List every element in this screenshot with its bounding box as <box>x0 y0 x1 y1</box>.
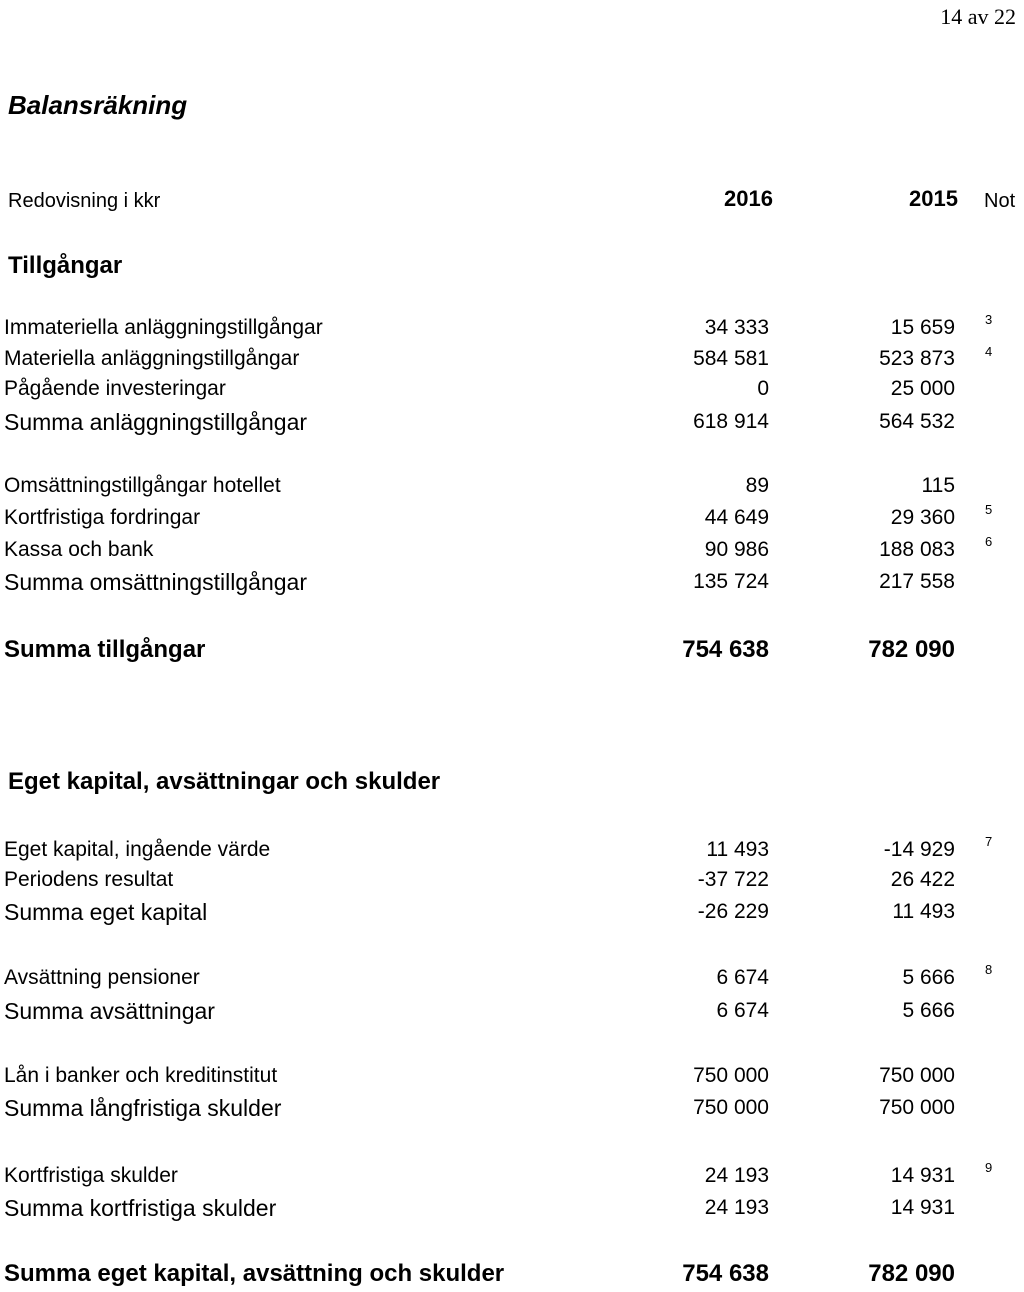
note-ref: 4 <box>985 344 993 359</box>
row-label: Omsättningstillgångar hotellet <box>4 474 281 497</box>
value-2016: 24 193 <box>704 1164 769 1187</box>
row-label: Summa eget kapital <box>4 899 208 925</box>
note-ref: 5 <box>985 502 993 517</box>
value-2015: 782 090 <box>868 1260 955 1287</box>
year-2016-header: 2016 <box>724 186 773 211</box>
value-2015: 115 <box>921 474 955 497</box>
row-label: Eget kapital, ingående värde <box>4 838 271 861</box>
note-ref: 7 <box>985 834 993 849</box>
currency-label: Redovisning i kkr <box>8 190 161 212</box>
value-2015: 15 659 <box>890 316 955 339</box>
row-label: Summa eget kapital, avsättning och skulder <box>4 1260 505 1287</box>
assets-heading: Tillgångar <box>8 252 123 279</box>
value-2016: 754 638 <box>682 1260 769 1287</box>
value-2016: 754 638 <box>682 636 769 663</box>
value-2016: 24 193 <box>704 1196 769 1219</box>
value-2015: 5 666 <box>902 999 955 1022</box>
row-label: Summa långfristiga skulder <box>4 1095 282 1121</box>
value-2015: 11 493 <box>892 900 955 923</box>
value-2016: -26 229 <box>697 900 769 923</box>
row-label: Summa kortfristiga skulder <box>4 1195 277 1221</box>
note-ref: 9 <box>985 1160 993 1175</box>
value-2016: 584 581 <box>693 347 769 370</box>
value-2015: 523 873 <box>879 347 955 370</box>
row-label: Summa omsättningstillgångar <box>4 569 307 595</box>
value-2015: 5 666 <box>902 966 955 989</box>
page-number: 14 av 22 <box>940 4 1016 29</box>
value-2016: 750 000 <box>693 1064 769 1087</box>
value-2016: 44 649 <box>704 506 769 529</box>
year-2015-header: 2015 <box>909 186 958 211</box>
value-2016: 6 674 <box>716 999 769 1022</box>
value-2015: 750 000 <box>879 1064 955 1087</box>
value-2016: 618 914 <box>693 410 769 433</box>
value-2016: 135 724 <box>693 570 769 593</box>
value-2015: 14 931 <box>890 1164 955 1187</box>
value-2015: 217 558 <box>879 570 955 593</box>
value-2015: 564 532 <box>879 410 955 433</box>
value-2016: 90 986 <box>704 538 769 561</box>
value-2016: 34 333 <box>704 316 769 339</box>
value-2016: 0 <box>757 377 769 400</box>
note-ref: 8 <box>985 962 993 977</box>
note-header: Not <box>984 190 1016 212</box>
row-label: Summa tillgångar <box>4 636 206 663</box>
value-2015: 26 422 <box>890 868 955 891</box>
page-title: Balansräkning <box>8 90 188 120</box>
note-ref: 3 <box>985 312 993 327</box>
value-2016: 89 <box>745 474 769 497</box>
value-2015: 782 090 <box>868 636 955 663</box>
value-2015: -14 929 <box>883 838 955 861</box>
row-label: Materiella anläggningstillgångar <box>4 347 300 370</box>
row-label: Summa avsättningar <box>4 998 215 1024</box>
value-2016: -37 722 <box>697 868 769 891</box>
value-2015: 29 360 <box>890 506 955 529</box>
row-label: Pågående investeringar <box>4 377 226 400</box>
value-2015: 14 931 <box>890 1196 955 1219</box>
value-2016: 11 493 <box>706 838 769 861</box>
row-label: Kassa och bank <box>4 538 154 561</box>
row-label: Summa anläggningstillgångar <box>4 409 308 435</box>
value-2015: 25 000 <box>890 377 955 400</box>
row-label: Periodens resultat <box>4 868 174 891</box>
value-2015: 750 000 <box>879 1096 955 1119</box>
row-label: Avsättning pensioner <box>4 966 200 989</box>
value-2016: 6 674 <box>716 966 769 989</box>
value-2016: 750 000 <box>693 1096 769 1119</box>
note-ref: 6 <box>985 534 993 549</box>
liabilities-heading: Eget kapital, avsättningar och skulder <box>8 768 441 795</box>
row-label: Kortfristiga fordringar <box>4 506 201 529</box>
value-2015: 188 083 <box>879 538 955 561</box>
row-label: Lån i banker och kreditinstitut <box>4 1064 278 1087</box>
row-label: Immateriella anläggningstillgångar <box>4 316 323 339</box>
row-label: Kortfristiga skulder <box>4 1164 178 1187</box>
